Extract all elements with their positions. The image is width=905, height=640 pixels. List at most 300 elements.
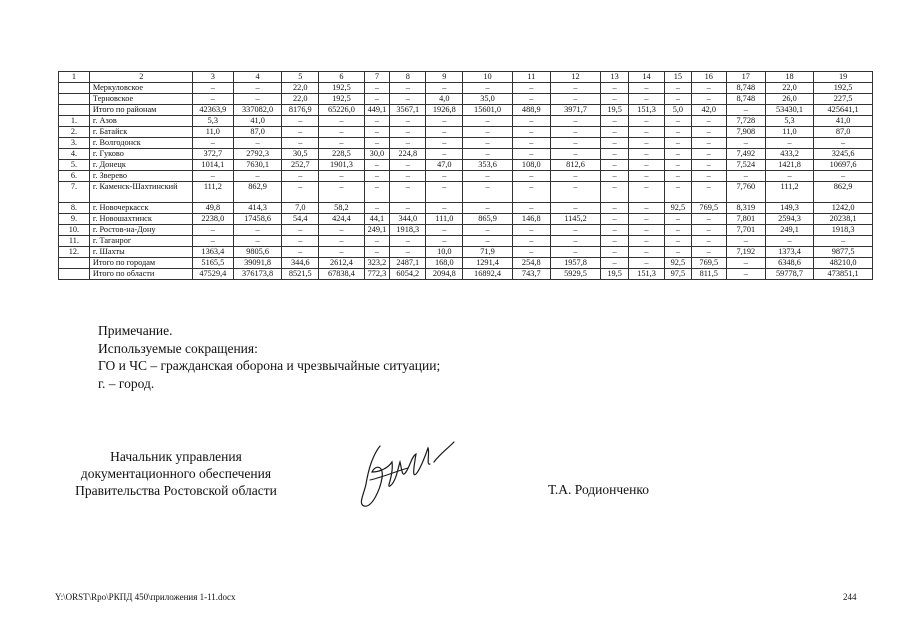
note-heading: Примечание.: [98, 323, 173, 338]
table-cell: 7,760: [726, 182, 765, 203]
table-row: [59, 236, 873, 247]
table-cell: –: [629, 225, 665, 236]
note-block: [98, 322, 440, 392]
table-cell: 6348,6: [765, 258, 813, 269]
table-cell: –: [390, 116, 426, 127]
table-cell: –: [726, 258, 765, 269]
table-header-cell: 5: [282, 72, 319, 83]
table-cell: 17458,6: [233, 214, 281, 225]
table-header-cell: 3: [192, 72, 233, 83]
table-cell: 48210,0: [814, 258, 873, 269]
table-cell: 168,0: [426, 258, 463, 269]
table-cell: –: [390, 203, 426, 214]
table-header-cell: 10: [463, 72, 512, 83]
table-cell: 8521,5: [282, 269, 319, 280]
table-cell: 8,748: [726, 83, 765, 94]
table-cell: 743,7: [512, 269, 550, 280]
table-cell: 227,5: [814, 94, 873, 105]
table-cell: 344,6: [282, 258, 319, 269]
table-cell: 65226,0: [319, 105, 364, 116]
table-cell: –: [601, 225, 629, 236]
table-cell: 11,0: [765, 127, 813, 138]
table-cell: –: [665, 214, 692, 225]
table-cell: 53430,1: [765, 105, 813, 116]
table-cell: –: [512, 127, 550, 138]
table-row: [59, 269, 873, 280]
table-cell: –: [726, 105, 765, 116]
table-cell: 1421,8: [765, 160, 813, 171]
table-cell: 7,492: [726, 149, 765, 160]
table-cell: 11.: [59, 236, 90, 247]
table-row: [59, 160, 873, 171]
table-cell: –: [601, 127, 629, 138]
table-cell: [59, 269, 90, 280]
table-cell: –: [319, 138, 364, 149]
table-cell: 252,7: [282, 160, 319, 171]
table-cell: 87,0: [814, 127, 873, 138]
table-cell: –: [463, 149, 512, 160]
table-cell: –: [726, 138, 765, 149]
table-header-cell: 1: [59, 72, 90, 83]
table-cell: –: [550, 225, 600, 236]
table-cell: –: [390, 83, 426, 94]
table-cell: 111,0: [426, 214, 463, 225]
table-cell: 42363,9: [192, 105, 233, 116]
table-cell: –: [691, 182, 726, 203]
table-cell: 3971,7: [550, 105, 600, 116]
table-cell: –: [364, 236, 390, 247]
table-cell: –: [192, 236, 233, 247]
table-cell: –: [601, 83, 629, 94]
table-cell: 249,1: [765, 225, 813, 236]
signatory-title: [55, 448, 297, 499]
table-cell: г. Батайск: [89, 127, 192, 138]
table-cell: –: [691, 214, 726, 225]
table-cell: –: [282, 116, 319, 127]
table-row: [59, 116, 873, 127]
table-cell: –: [282, 236, 319, 247]
handwritten-signature: [350, 432, 465, 512]
table-cell: 7,701: [726, 225, 765, 236]
table-cell: –: [364, 94, 390, 105]
table-cell: –: [629, 247, 665, 258]
table-cell: 19,5: [601, 105, 629, 116]
table-row: [59, 138, 873, 149]
table-cell: 1926,8: [426, 105, 463, 116]
table-cell: –: [319, 182, 364, 203]
signatory-title-line: Начальник управления: [110, 449, 242, 464]
table-cell: 7,524: [726, 160, 765, 171]
table-cell: 47529,4: [192, 269, 233, 280]
table-cell: –: [691, 83, 726, 94]
table-cell: 7,801: [726, 214, 765, 225]
table-cell: 5,0: [665, 105, 692, 116]
table-cell: 2594,3: [765, 214, 813, 225]
table-cell: 97,5: [665, 269, 692, 280]
table-cell: 862,9: [814, 182, 873, 203]
table-cell: 149,3: [765, 203, 813, 214]
table-header-cell: 8: [390, 72, 426, 83]
table-cell: 30,0: [364, 149, 390, 160]
table-cell: –: [550, 182, 600, 203]
table-header-cell: 2: [89, 72, 192, 83]
table-cell: –: [629, 138, 665, 149]
table-cell: –: [629, 83, 665, 94]
table-row: [59, 247, 873, 258]
table-cell: 92,5: [665, 258, 692, 269]
table-cell: 7,192: [726, 247, 765, 258]
table-cell: –: [463, 116, 512, 127]
table-cell: 1363,4: [192, 247, 233, 258]
table-cell: г. Азов: [89, 116, 192, 127]
signatory-title-line: Правительства Ростовской области: [75, 483, 277, 498]
table-cell: –: [629, 236, 665, 247]
table-cell: 8,748: [726, 94, 765, 105]
table-cell: –: [601, 149, 629, 160]
table-cell: –: [665, 160, 692, 171]
table-cell: –: [601, 203, 629, 214]
table-cell: 372,7: [192, 149, 233, 160]
table-cell: –: [665, 138, 692, 149]
table-cell: 54,4: [282, 214, 319, 225]
table-cell: 42,0: [691, 105, 726, 116]
table-cell: –: [726, 236, 765, 247]
table-cell: –: [390, 171, 426, 182]
table-cell: 449,1: [364, 105, 390, 116]
table-cell: 249,1: [364, 225, 390, 236]
table-row: [59, 258, 873, 269]
table-cell: –: [426, 236, 463, 247]
table-cell: 254,8: [512, 258, 550, 269]
table-cell: –: [691, 94, 726, 105]
table-cell: –: [390, 236, 426, 247]
signatory-title-line: документационного обеспечения: [80, 466, 272, 481]
table-cell: 11,0: [192, 127, 233, 138]
table-cell: 111,2: [765, 182, 813, 203]
table-cell: –: [550, 236, 600, 247]
table-cell: –: [319, 127, 364, 138]
table-cell: –: [691, 236, 726, 247]
table-cell: 5.: [59, 160, 90, 171]
table-cell: –: [629, 182, 665, 203]
table-cell: –: [364, 160, 390, 171]
table-cell: –: [233, 171, 281, 182]
table-cell: 2238,0: [192, 214, 233, 225]
table-cell: –: [319, 225, 364, 236]
table-header-cell: 12: [550, 72, 600, 83]
table-row: [59, 182, 873, 203]
table-cell: 7630,1: [233, 160, 281, 171]
table-cell: –: [426, 225, 463, 236]
table-cell: 22,0: [282, 83, 319, 94]
table-cell: 87,0: [233, 127, 281, 138]
table-cell: –: [282, 225, 319, 236]
table-cell: 2487,1: [390, 258, 426, 269]
table-cell: –: [601, 138, 629, 149]
table-cell: –: [463, 236, 512, 247]
table-cell: –: [629, 160, 665, 171]
table-cell: –: [233, 236, 281, 247]
table-cell: г. Новошахтинск: [89, 214, 192, 225]
table-cell: 39091,8: [233, 258, 281, 269]
table-cell: 6054,2: [390, 269, 426, 280]
table-cell: 10,0: [426, 247, 463, 258]
note-abbreviation-go-chs: ГО и ЧС – гражданская оборона и чрезвычайные ситуации;: [98, 358, 441, 373]
table-header-cell: 15: [665, 72, 692, 83]
table-cell: –: [512, 225, 550, 236]
table-cell: 5165,5: [192, 258, 233, 269]
table-cell: 151,3: [629, 269, 665, 280]
table-cell: 111,2: [192, 182, 233, 203]
table-cell: –: [601, 214, 629, 225]
table-cell: –: [426, 116, 463, 127]
table-cell: –: [364, 203, 390, 214]
table-cell: 1014,1: [192, 160, 233, 171]
table-cell: 323,2: [364, 258, 390, 269]
table-cell: –: [282, 171, 319, 182]
table-cell: 2094,8: [426, 269, 463, 280]
table-cell: 58,2: [319, 203, 364, 214]
table-cell: –: [390, 247, 426, 258]
table-header-cell: 11: [512, 72, 550, 83]
table-cell: 6.: [59, 171, 90, 182]
table-cell: –: [426, 138, 463, 149]
table-cell: –: [390, 182, 426, 203]
table-cell: –: [814, 138, 873, 149]
table-row: [59, 127, 873, 138]
table-cell: 9.: [59, 214, 90, 225]
table-cell: 19,5: [601, 269, 629, 280]
table-cell: 7,728: [726, 116, 765, 127]
table-cell: –: [665, 225, 692, 236]
table-header-cell: 4: [233, 72, 281, 83]
table-cell: –: [765, 236, 813, 247]
table-cell: 151,3: [629, 105, 665, 116]
table-cell: 488,9: [512, 105, 550, 116]
table-cell: 473851,1: [814, 269, 873, 280]
table-cell: Итого по городам: [89, 258, 192, 269]
table-cell: –: [364, 83, 390, 94]
table-cell: –: [463, 203, 512, 214]
table-cell: 1373,4: [765, 247, 813, 258]
table-row: [59, 149, 873, 160]
note-abbreviations-label: Используемые сокращения:: [98, 340, 258, 356]
table-cell: 8176,9: [282, 105, 319, 116]
table-cell: 1901,3: [319, 160, 364, 171]
table-cell: –: [282, 138, 319, 149]
table-cell: 1918,3: [390, 225, 426, 236]
table-cell: –: [601, 258, 629, 269]
table-cell: –: [512, 236, 550, 247]
table-cell: –: [192, 138, 233, 149]
table-cell: –: [601, 116, 629, 127]
table-cell: –: [364, 116, 390, 127]
table-cell: –: [691, 247, 726, 258]
table-cell: –: [665, 236, 692, 247]
table-cell: –: [550, 127, 600, 138]
table-row: [59, 83, 873, 94]
table-cell: –: [192, 171, 233, 182]
table-cell: –: [665, 116, 692, 127]
table-cell: –: [629, 214, 665, 225]
table-cell: –: [282, 182, 319, 203]
table-cell: [59, 94, 90, 105]
table-cell: 59778,7: [765, 269, 813, 280]
table-cell: –: [282, 127, 319, 138]
table-cell: 8.: [59, 203, 90, 214]
table-cell: 15601,0: [463, 105, 512, 116]
table-cell: –: [665, 149, 692, 160]
table-cell: 5929,5: [550, 269, 600, 280]
table-cell: –: [512, 171, 550, 182]
table-cell: 3.: [59, 138, 90, 149]
data-table: [58, 71, 873, 280]
table-cell: –: [691, 149, 726, 160]
table-cell: –: [550, 116, 600, 127]
table-cell: –: [364, 127, 390, 138]
table-cell: –: [364, 171, 390, 182]
table-cell: 812,6: [550, 160, 600, 171]
table-cell: 769,5: [691, 258, 726, 269]
table-cell: –: [364, 182, 390, 203]
table-cell: 192,5: [319, 94, 364, 105]
table-cell: –: [726, 269, 765, 280]
table-cell: 376173,8: [233, 269, 281, 280]
table-cell: –: [463, 138, 512, 149]
table-cell: 1242,0: [814, 203, 873, 214]
table-cell: –: [233, 225, 281, 236]
table-cell: –: [426, 171, 463, 182]
table-cell: 9805,6: [233, 247, 281, 258]
table-cell: –: [550, 83, 600, 94]
table-cell: 146,8: [512, 214, 550, 225]
table-cell: 7.: [59, 182, 90, 203]
page-number: 244: [843, 592, 857, 602]
table-cell: –: [814, 236, 873, 247]
table-cell: Итого по районам: [89, 105, 192, 116]
table-cell: 811,5: [691, 269, 726, 280]
table-cell: –: [512, 182, 550, 203]
table-cell: 12.: [59, 247, 90, 258]
table-cell: –: [629, 149, 665, 160]
table-cell: –: [426, 127, 463, 138]
table-cell: –: [463, 127, 512, 138]
table-cell: –: [814, 171, 873, 182]
table-cell: 344,0: [390, 214, 426, 225]
table-cell: –: [601, 94, 629, 105]
table-cell: –: [726, 171, 765, 182]
table-cell: –: [512, 116, 550, 127]
table-cell: –: [426, 203, 463, 214]
table-cell: 41,0: [233, 116, 281, 127]
table-cell: –: [601, 182, 629, 203]
signatory-name: Т.А. Родионченко: [548, 482, 649, 497]
table-cell: 20238,1: [814, 214, 873, 225]
table-cell: 10697,6: [814, 160, 873, 171]
table-cell: 192,5: [814, 83, 873, 94]
table-cell: 2.: [59, 127, 90, 138]
table-cell: –: [601, 171, 629, 182]
table-cell: –: [512, 149, 550, 160]
table-cell: –: [601, 236, 629, 247]
table-cell: –: [691, 225, 726, 236]
table-cell: –: [364, 138, 390, 149]
table-cell: –: [463, 83, 512, 94]
table-header-cell: 17: [726, 72, 765, 83]
table-cell: 353,6: [463, 160, 512, 171]
table-cell: –: [550, 138, 600, 149]
table-header-cell: 13: [601, 72, 629, 83]
table-cell: –: [629, 171, 665, 182]
table-cell: 22,0: [282, 94, 319, 105]
table-cell: –: [765, 138, 813, 149]
table-row: [59, 171, 873, 182]
table-cell: 414,3: [233, 203, 281, 214]
table-cell: 433,2: [765, 149, 813, 160]
table-cell: 424,4: [319, 214, 364, 225]
table-cell: 1957,8: [550, 258, 600, 269]
table-cell: 1291,4: [463, 258, 512, 269]
table-cell: 9877,5: [814, 247, 873, 258]
table-row: [59, 214, 873, 225]
table-cell: 1.: [59, 116, 90, 127]
table-cell: –: [390, 94, 426, 105]
table-cell: –: [426, 182, 463, 203]
table-cell: 228,5: [319, 149, 364, 160]
table-cell: 5,3: [765, 116, 813, 127]
table-cell: –: [463, 225, 512, 236]
table-cell: 71,9: [463, 247, 512, 258]
table-cell: –: [665, 247, 692, 258]
table-cell: –: [390, 160, 426, 171]
table-cell: –: [601, 160, 629, 171]
table-cell: –: [550, 94, 600, 105]
table-cell: г. Каменск-Шахтинский: [89, 182, 192, 203]
table-cell: –: [512, 203, 550, 214]
table-cell: –: [390, 127, 426, 138]
table-header-row: [59, 72, 873, 83]
table-cell: 862,9: [233, 182, 281, 203]
table-cell: –: [550, 171, 600, 182]
table-cell: –: [629, 94, 665, 105]
table-cell: –: [629, 116, 665, 127]
table-cell: 26,0: [765, 94, 813, 105]
table-cell: 224,8: [390, 149, 426, 160]
table-cell: 865,9: [463, 214, 512, 225]
table-cell: г. Шахты: [89, 247, 192, 258]
table-header-cell: 19: [814, 72, 873, 83]
table-cell: –: [512, 83, 550, 94]
table-cell: –: [233, 138, 281, 149]
table-cell: 337082,0: [233, 105, 281, 116]
table-cell: –: [691, 127, 726, 138]
table-cell: –: [691, 138, 726, 149]
table-cell: –: [665, 94, 692, 105]
table-cell: –: [665, 127, 692, 138]
table-cell: 49,8: [192, 203, 233, 214]
table-row: [59, 203, 873, 214]
table-cell: –: [691, 171, 726, 182]
table-cell: [59, 83, 90, 94]
table-cell: 108,0: [512, 160, 550, 171]
table-cell: –: [550, 247, 600, 258]
table-cell: –: [550, 203, 600, 214]
table-cell: Меркуловское: [89, 83, 192, 94]
table-cell: –: [691, 116, 726, 127]
table-cell: [59, 258, 90, 269]
table-cell: –: [550, 149, 600, 160]
table-cell: Терновское: [89, 94, 192, 105]
